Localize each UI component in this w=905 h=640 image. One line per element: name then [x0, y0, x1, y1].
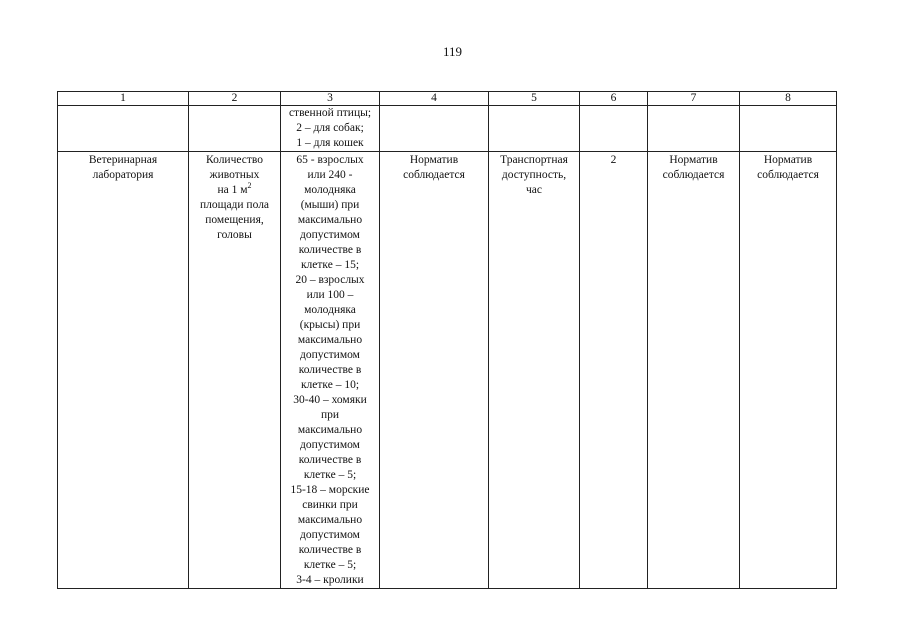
column-number: 4: [380, 92, 489, 106]
table-cell-norm-values: ственной птицы; 2 – для собак; 1 – для кошек: [281, 106, 380, 152]
indicator-text: Количество животных на 1 м: [206, 154, 263, 196]
column-number: 1: [58, 92, 189, 106]
accessibility-indicator-cell: Транспортная доступность, час: [489, 152, 580, 589]
table-cell: [648, 106, 740, 152]
compliance-cell: Норматив соблюдается: [648, 152, 740, 589]
facility-type-cell: Ветеринарная лаборатория: [58, 152, 189, 589]
column-number: 6: [580, 92, 648, 106]
column-number: 7: [648, 92, 740, 106]
accessibility-value-cell: 2: [580, 152, 648, 589]
table-cell: [580, 106, 648, 152]
superscript: 2: [247, 181, 252, 191]
table-cell: [380, 106, 489, 152]
indicator-cell: [189, 152, 281, 589]
table-row: [58, 152, 837, 589]
column-number: 8: [740, 92, 837, 106]
table-cell: [740, 106, 837, 152]
indicator-text: площади пола помещения, головы: [199, 199, 270, 241]
table-cell: [489, 106, 580, 152]
table-cell: [58, 106, 189, 152]
column-number: 2: [189, 92, 281, 106]
compliance-cell: Норматив соблюдается: [740, 152, 837, 589]
norm-table: [57, 91, 837, 589]
column-number-row: [58, 92, 837, 106]
column-number: 3: [281, 92, 380, 106]
column-number: 5: [489, 92, 580, 106]
norm-values-cell: 65 - взрослых или 240 - молодняка (мыши) при максимально допустимом количестве в клетке – 15; 20 – взрослых или 100 – молодняка (крысы) при максимально допустимом количестве в клетке – 10; 30-40 – хомяки при максимально допустимом количестве в клетке – 5; 15-18 – морские свинки при максимально допустимом количестве в клетке – 5; 3-4 – кролики: [281, 152, 380, 589]
page-number: 119: [442, 44, 463, 59]
compliance-cell: Норматив соблюдается: [380, 152, 489, 589]
table-cell: [189, 106, 281, 152]
table-row-continued: [58, 106, 837, 152]
